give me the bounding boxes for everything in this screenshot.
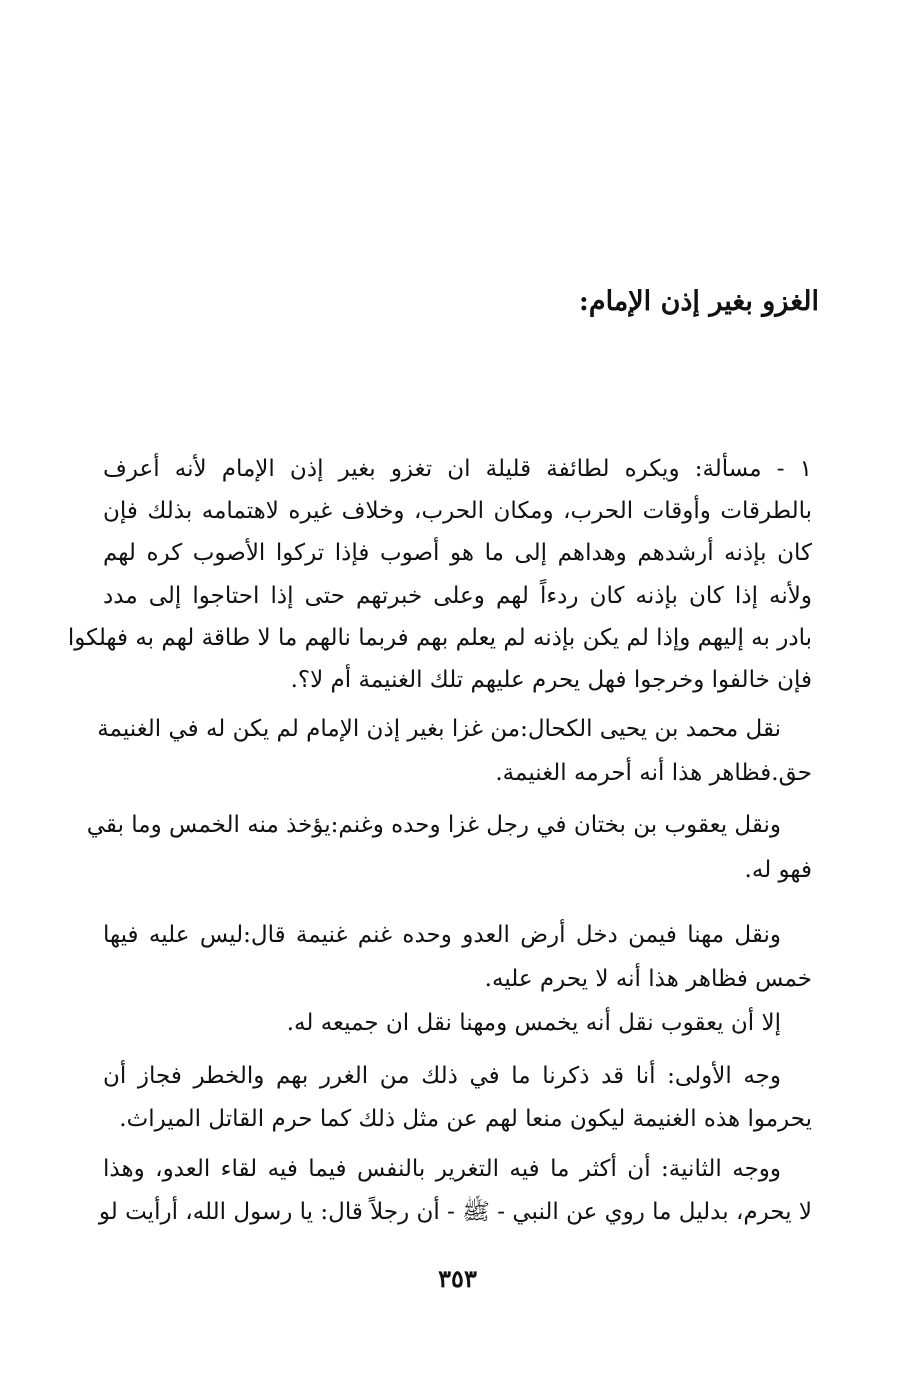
text-line: كان بإذنه أرشدهم وهداهم إلى ما هو أصوب فإذا تركوا الأصوب كره لهم	[103, 540, 812, 566]
text-line: ولأنه إذا كان بإذنه كان ردءاً لهم وعلى خبرتهم حتى إذا احتاجوا إلى مدد	[103, 583, 812, 609]
text-line: وجه الأولى: أنا قد ذكرنا ما في ذلك من الغرر بهم والخطر فجاز أن	[103, 1063, 781, 1089]
page-number: ٣٥٣	[438, 1264, 477, 1293]
text-line: نقل محمد بن يحيى الكحال:من غزا بغير إذن الإمام لم يكن له في الغنيمة	[97, 716, 781, 742]
text-line: ونقل يعقوب بن بختان في رجل غزا وحده وغنم:يؤخذ منه الخمس وما بقي	[86, 812, 781, 838]
section-heading: الغزو بغير إذن الإمام:	[578, 286, 819, 317]
text-line: ووجه الثانية: أن أكثر ما فيه التغرير بالنفس فيما فيه لقاء العدو، وهذا	[103, 1156, 781, 1182]
text-line: يحرموا هذه الغنيمة ليكون منعا لهم عن مثل ذلك كما حرم القاتل الميراث.	[119, 1106, 812, 1132]
text-line: إلا أن يعقوب نقل أنه يخمس ومهنا نقل ان جميعه له.	[286, 1010, 781, 1036]
text-line: ١ - مسألة: ويكره لطائفة قليلة ان تغزو بغير إذن الإمام لأنه أعرف	[103, 456, 812, 482]
text-line: ونقل مهنا فيمن دخل أرض العدو وحده غنم غنيمة قال:ليس عليه فيها	[103, 922, 781, 948]
text-line: خمس فظاهر هذا أنه لا يحرم عليه.	[484, 966, 812, 992]
text-line: فإن خالفوا وخرجوا فهل يحرم عليهم تلك الغنيمة أم لا؟.	[290, 667, 812, 693]
text-line: لا يحرم، بدليل ما روي عن النبي - ﷺ - أن رجلاً قال: يا رسول الله، أرأيت لو	[98, 1199, 812, 1225]
text-line: حق.فظاهر هذا أنه أحرمه الغنيمة.	[495, 760, 812, 786]
text-line: بالطرقات وأوقات الحرب، ومكان الحرب، وخلاف غيره لاهتمامه بذلك فإن	[103, 498, 812, 524]
text-line: بادر به إليهم وإذا لم يكن بإذنه لم يعلم بهم فربما نالهم ما لا طاقة لهم به فهلكوا	[67, 625, 812, 651]
text-line: فهو له.	[744, 857, 812, 883]
